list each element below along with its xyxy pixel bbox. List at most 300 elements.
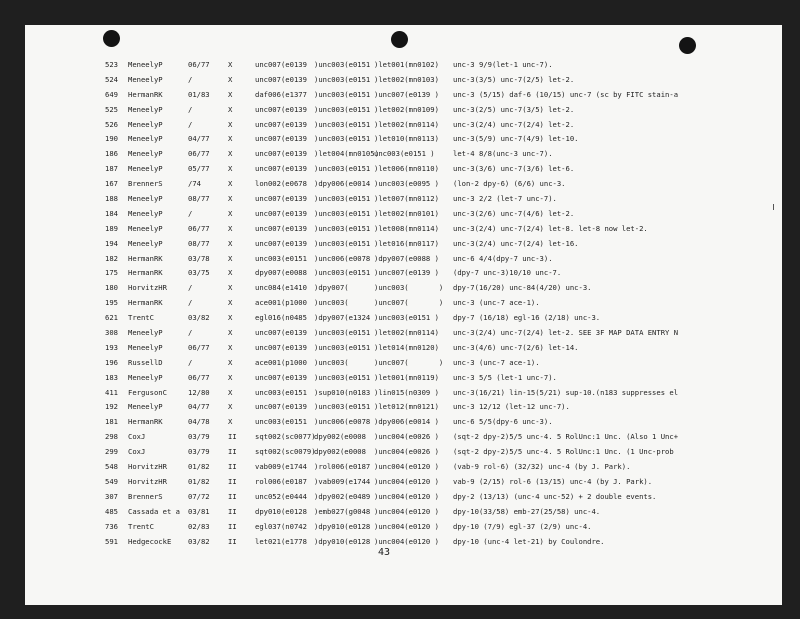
gene-3-cell: )unc004(e0026 ): [374, 447, 439, 457]
gene-3-cell: )unc007( ): [374, 357, 444, 367]
gene-1-cell: vab009(e1744: [255, 462, 307, 472]
description-cell: unc-3 9/9(let-1 unc-7).: [453, 60, 553, 69]
description-cell: let-4 8/8(unc-3 unc-7).: [453, 149, 553, 159]
description-cell: (sqt-2 dpy-2)5/5 unc-4. 5 RolUnc:1 Unc. (1 Unc-prob: [453, 447, 674, 457]
table-row: [25, 88, 782, 103]
date-cell: 12/80: [188, 387, 210, 397]
row-number-cell: 525: [105, 104, 118, 114]
chromosome-cell: X: [228, 179, 233, 189]
gene-3-cell: )let002(mn0114): [374, 119, 439, 129]
date-cell: 03/82: [188, 536, 210, 546]
date-cell: 06/77: [188, 372, 210, 382]
gene-3-cell: )let001(mn0119): [374, 372, 439, 382]
table-row: [25, 103, 782, 118]
gene-1-cell: unc007(e0139: [255, 208, 307, 218]
gene-3-cell: )unc004(e0120 ): [374, 521, 439, 531]
row-number-cell: 308: [105, 328, 118, 338]
gene-2-cell: )dpy010(e0128: [314, 536, 371, 546]
gene-2-cell: )vab009(e1744: [314, 476, 371, 486]
date-cell: 06/77: [188, 149, 210, 159]
chromosome-cell: X: [228, 328, 233, 338]
gene-3-cell: )let002(mn0109): [374, 104, 439, 114]
description-cell: unc-3(3/6) unc-7(3/6) let-6.: [453, 164, 575, 174]
gene-3-cell: )unc004(e0120 ): [374, 476, 439, 486]
chromosome-cell: X: [228, 104, 233, 114]
date-cell: 04/78: [188, 417, 210, 427]
gene-1-cell: sqt002(sc0079): [255, 447, 316, 457]
gene-3-cell: )let006(mn0110): [374, 164, 439, 174]
table-row: [25, 371, 782, 386]
author-name-cell: MeneelyP: [128, 402, 163, 412]
chromosome-cell: X: [228, 194, 233, 204]
gene-2-cell: )unc003(e0151: [314, 194, 371, 204]
author-name-cell: MeneelyP: [128, 372, 163, 382]
description-cell: (lon-2 dpy-6) (6/6) unc-3.: [453, 179, 566, 189]
table-row: [25, 460, 782, 475]
gene-1-cell: unc007(e0139: [255, 328, 307, 338]
author-name-cell: Cassada et a: [128, 506, 180, 516]
gene-2-cell: )unc006(e0078: [314, 417, 371, 427]
gene-2-cell: )unc003(e0151: [314, 60, 371, 69]
gene-2-cell: )dpy010(e0128: [314, 521, 371, 531]
gene-1-cell: unc007(e0139: [255, 194, 307, 204]
gene-1-cell: unc003(e0151: [255, 253, 307, 263]
description-cell: unc-3(2/5) unc-7(3/5) let-2.: [453, 104, 575, 114]
author-name-cell: MeneelyP: [128, 119, 163, 129]
gene-3-cell: )unc007(e0139 ): [374, 268, 439, 278]
gene-1-cell: unc084(e1410: [255, 283, 307, 293]
gene-1-cell: egl037(n0742: [255, 521, 307, 531]
table-row: [25, 252, 782, 267]
gene-3-cell: )unc007(e0139 ): [374, 89, 439, 99]
chromosome-cell: X: [228, 387, 233, 397]
gene-3-cell: )unc004(e0120 ): [374, 536, 439, 546]
gene-2-cell: )unc003(e0151: [314, 268, 371, 278]
description-cell: unc-3(2/4) unc-7(2/4) let-8. let-8 now let-2.: [453, 223, 648, 233]
row-number-cell: 186: [105, 149, 118, 159]
gene-3-cell: )lin015(n0309 ): [374, 387, 439, 397]
document-page: [25, 25, 782, 605]
gene-3-cell: )unc004(e0120 ): [374, 462, 439, 472]
gene-2-cell: )unc003(e0151: [314, 119, 371, 129]
description-cell: unc-3(5/9) unc-7(4/9) let-10.: [453, 134, 579, 144]
gene-2-cell: )emb027(g0048: [314, 506, 371, 516]
author-name-cell: TrentC: [128, 521, 154, 531]
gene-1-cell: dpy010(e0128: [255, 506, 307, 516]
author-name-cell: MeneelyP: [128, 60, 163, 69]
gene-3-cell: )let008(mn0114): [374, 223, 439, 233]
table-row: [25, 177, 782, 192]
gene-1-cell: daf006(e1377: [255, 89, 307, 99]
gene-2-cell: )unc003(e0151: [314, 104, 371, 114]
gene-2-cell: )unc003(e0151: [314, 134, 371, 144]
chromosome-cell: II: [228, 432, 237, 442]
description-cell: unc-3(2/6) unc-7(4/6) let-2.: [453, 208, 575, 218]
chromosome-cell: X: [228, 372, 233, 382]
gene-1-cell: unc007(e0139: [255, 372, 307, 382]
description-cell: dpy-10(33/58) emb-27(25/58) unc-4.: [453, 506, 601, 516]
gene-3-cell: )dpy006(e0014 ): [374, 417, 439, 427]
chromosome-cell: II: [228, 521, 237, 531]
chromosome-cell: II: [228, 536, 237, 546]
chromosome-cell: II: [228, 447, 237, 457]
table-row: [25, 520, 782, 535]
gene-1-cell: unc007(e0139: [255, 119, 307, 129]
gene-2-cell: )unc003(e0151: [314, 89, 371, 99]
date-cell: /: [188, 357, 193, 367]
author-name-cell: MeneelyP: [128, 194, 163, 204]
row-number-cell: 411: [105, 387, 118, 397]
date-cell: /: [188, 74, 193, 84]
row-number-cell: 167: [105, 179, 118, 189]
table-row: [25, 356, 782, 371]
binder-hole: [679, 37, 696, 54]
gene-1-cell: let021(e1778: [255, 536, 307, 546]
gene-1-cell: unc007(e0139: [255, 149, 307, 159]
date-cell: 01/82: [188, 462, 210, 472]
table-row: [25, 400, 782, 415]
table-row: [25, 147, 782, 162]
author-name-cell: HorvitzHR: [128, 462, 167, 472]
chromosome-cell: II: [228, 462, 237, 472]
author-name-cell: HorvitzHR: [128, 283, 167, 293]
row-number-cell: 183: [105, 372, 118, 382]
author-name-cell: MeneelyP: [128, 223, 163, 233]
row-number-cell: 184: [105, 208, 118, 218]
description-cell: (dpy-7 unc-3)10/10 unc-7.: [453, 268, 562, 278]
author-name-cell: CoxJ: [128, 432, 146, 442]
gene-3-cell: )let016(mn0117): [374, 238, 439, 248]
table-row: [25, 490, 782, 505]
gene-2-cell: )unc003(e0151: [314, 208, 371, 218]
author-name-cell: HermanRK: [128, 268, 163, 278]
author-name-cell: HorvitzHR: [128, 476, 167, 486]
table-row: [25, 58, 782, 73]
date-cell: /: [188, 208, 193, 218]
author-name-cell: MeneelyP: [128, 134, 163, 144]
description-cell: unc-3 (unc-7 ace-1).: [453, 298, 540, 308]
gene-3-cell: )let001(mn0102): [374, 60, 439, 69]
gene-2-cell: )unc006(e0078: [314, 253, 371, 263]
gene-1-cell: ace001(p1000: [255, 357, 307, 367]
author-name-cell: MeneelyP: [128, 238, 163, 248]
description-cell: unc-6 5/5(dpy-6 unc-3).: [453, 417, 553, 427]
date-cell: 06/77: [188, 60, 210, 69]
table-row: [25, 296, 782, 311]
description-cell: unc-3(16/21) lin-15(5/21) sup-10.(n183 suppresses el: [453, 387, 679, 397]
chromosome-cell: X: [228, 313, 233, 323]
author-name-cell: HermanRK: [128, 417, 163, 427]
date-cell: /: [188, 283, 193, 293]
description-cell: unc-3(2/4) unc-7(2/4) let-2. SEE 3F MAP DATA ENTRY N: [453, 328, 679, 338]
author-name-cell: MeneelyP: [128, 149, 163, 159]
row-number-cell: 194: [105, 238, 118, 248]
date-cell: 03/79: [188, 432, 210, 442]
date-cell: 03/75: [188, 268, 210, 278]
gene-2-cell: )unc003(: [314, 298, 349, 308]
gene-1-cell: unc007(e0139: [255, 238, 307, 248]
gene-3-cell: )unc003(e0095 ): [374, 179, 439, 189]
table-row: [25, 386, 782, 401]
description-cell: dpy-10 (7/9) egl-37 (2/9) unc-4.: [453, 521, 592, 531]
row-number-cell: 299: [105, 447, 118, 457]
row-number-cell: 526: [105, 119, 118, 129]
row-number-cell: 181: [105, 417, 118, 427]
table-row: [25, 266, 782, 281]
row-number-cell: 190: [105, 134, 118, 144]
description-cell: unc-3(2/4) unc-7(2/4) let-2.: [453, 119, 575, 129]
gene-1-cell: egl016(n0485: [255, 313, 307, 323]
chromosome-cell: II: [228, 476, 237, 486]
gene-2-cell: dpy002(e0008: [314, 447, 366, 457]
gene-3-cell: )unc004(e0120 ): [374, 491, 439, 501]
description-cell: (sqt-2 dpy-2)5/5 unc-4. 5 RolUnc:1 Unc. (Also 1 Unc+: [453, 432, 679, 442]
description-cell: dpy-10 (unc-4 let-21) by Coulondre.: [453, 536, 605, 546]
chromosome-cell: II: [228, 491, 237, 501]
date-cell: 03/81: [188, 506, 210, 516]
gene-1-cell: ace001(p1000: [255, 298, 307, 308]
gene-2-cell: )unc003(e0151: [314, 402, 371, 412]
table-row: [25, 326, 782, 341]
gene-3-cell: unc003(e0151 ): [374, 149, 435, 159]
gene-2-cell: )unc003(: [314, 357, 349, 367]
date-cell: 08/77: [188, 194, 210, 204]
gene-1-cell: unc007(e0139: [255, 342, 307, 352]
chromosome-cell: X: [228, 164, 233, 174]
date-cell: 04/77: [188, 402, 210, 412]
author-name-cell: FergusonC: [128, 387, 167, 397]
gene-3-cell: )let014(mn0120): [374, 342, 439, 352]
table-row: [25, 118, 782, 133]
mapping-data-table: [25, 58, 782, 549]
chromosome-cell: X: [228, 417, 233, 427]
table-row: [25, 445, 782, 460]
author-name-cell: MeneelyP: [128, 164, 163, 174]
row-number-cell: 192: [105, 402, 118, 412]
row-number-cell: 189: [105, 223, 118, 233]
table-row: [25, 535, 782, 550]
gene-3-cell: )unc004(e0120 ): [374, 506, 439, 516]
gene-2-cell: )unc003(e0151: [314, 223, 371, 233]
author-name-cell: HermanRK: [128, 253, 163, 263]
gene-3-cell: )let002(mn0101): [374, 208, 439, 218]
row-number-cell: 523: [105, 60, 118, 69]
date-cell: 04/77: [188, 134, 210, 144]
gene-2-cell: )rol006(e0187: [314, 462, 371, 472]
row-number-cell: 621: [105, 313, 118, 323]
gene-2-cell: )unc003(e0151: [314, 328, 371, 338]
row-number-cell: 298: [105, 432, 118, 442]
gene-1-cell: unc007(e0139: [255, 223, 307, 233]
chromosome-cell: X: [228, 208, 233, 218]
gene-1-cell: unc007(e0139: [255, 164, 307, 174]
gene-3-cell: )unc004(e0026 ): [374, 432, 439, 442]
row-number-cell: 591: [105, 536, 118, 546]
author-name-cell: MeneelyP: [128, 208, 163, 218]
gene-3-cell: )let010(mn0113): [374, 134, 439, 144]
date-cell: /: [188, 328, 193, 338]
gene-2-cell: )let004(mn0105): [314, 149, 379, 159]
date-cell: 03/82: [188, 313, 210, 323]
date-cell: 05/77: [188, 164, 210, 174]
gene-3-cell: )dpy007(e0088 ): [374, 253, 439, 263]
chromosome-cell: X: [228, 268, 233, 278]
chromosome-cell: X: [228, 134, 233, 144]
table-row: [25, 475, 782, 490]
table-row: [25, 505, 782, 520]
chromosome-cell: X: [228, 60, 233, 69]
table-row: [25, 430, 782, 445]
gene-1-cell: sqt002(sc0077): [255, 432, 316, 442]
gene-3-cell: )let002(mn0103): [374, 74, 439, 84]
description-cell: unc-3(3/5) unc-7(2/5) let-2.: [453, 74, 575, 84]
description-cell: unc-3 5/5 (let-1 unc-7).: [453, 372, 557, 382]
gene-1-cell: unc007(e0139: [255, 134, 307, 144]
date-cell: 03/78: [188, 253, 210, 263]
date-cell: /: [188, 119, 193, 129]
row-number-cell: 485: [105, 506, 118, 516]
page-number: 43: [378, 547, 391, 558]
gene-2-cell: )unc003(e0151: [314, 342, 371, 352]
gene-1-cell: dpy007(e0088: [255, 268, 307, 278]
table-row: [25, 281, 782, 296]
table-row: [25, 192, 782, 207]
chromosome-cell: X: [228, 402, 233, 412]
author-name-cell: RussellD: [128, 357, 163, 367]
table-row: [25, 132, 782, 147]
table-row: [25, 162, 782, 177]
chromosome-cell: X: [228, 149, 233, 159]
date-cell: 03/79: [188, 447, 210, 457]
author-name-cell: BrennerS: [128, 179, 163, 189]
table-row: [25, 311, 782, 326]
date-cell: 02/83: [188, 521, 210, 531]
description-cell: unc-3 2/2 (let-7 unc-7).: [453, 194, 557, 204]
chromosome-cell: X: [228, 89, 233, 99]
description-cell: unc-3 (5/15) daf-6 (10/15) unc-7 (sc by FITC stain-a: [453, 89, 679, 99]
chromosome-cell: X: [228, 357, 233, 367]
chromosome-cell: X: [228, 238, 233, 248]
author-name-cell: MeneelyP: [128, 342, 163, 352]
chromosome-cell: X: [228, 223, 233, 233]
description-cell: dpy-7 (16/18) egl-16 (2/18) unc-3.: [453, 313, 601, 323]
row-number-cell: 195: [105, 298, 118, 308]
gene-2-cell: )dpy006(e0014: [314, 179, 371, 189]
gene-1-cell: unc003(e0151: [255, 417, 307, 427]
gene-1-cell: unc007(e0139: [255, 402, 307, 412]
row-number-cell: 193: [105, 342, 118, 352]
binder-hole: [103, 30, 120, 47]
gene-3-cell: )let007(mn0112): [374, 194, 439, 204]
gene-2-cell: )unc003(e0151: [314, 372, 371, 382]
chromosome-cell: X: [228, 253, 233, 263]
chromosome-cell: X: [228, 119, 233, 129]
author-name-cell: MeneelyP: [128, 74, 163, 84]
chromosome-cell: X: [228, 74, 233, 84]
row-number-cell: 649: [105, 89, 118, 99]
date-cell: 01/82: [188, 476, 210, 486]
date-cell: /74: [188, 179, 201, 189]
gene-2-cell: )dpy007(: [314, 283, 349, 293]
description-cell: dpy-7(16/20) unc-84(4/20) unc-3.: [453, 283, 592, 293]
gene-1-cell: unc052(e0444: [255, 491, 307, 501]
description-cell: (vab-9 rol-6) (32/32) unc-4 (by J. Park).: [453, 462, 631, 472]
description-cell: unc-3(2/4) unc-7(2/4) let-16.: [453, 238, 579, 248]
chromosome-cell: X: [228, 342, 233, 352]
author-name-cell: MeneelyP: [128, 104, 163, 114]
date-cell: 01/83: [188, 89, 210, 99]
row-number-cell: 524: [105, 74, 118, 84]
gene-3-cell: )let012(mn0121): [374, 402, 439, 412]
row-number-cell: 188: [105, 194, 118, 204]
table-row: [25, 237, 782, 252]
table-row: [25, 222, 782, 237]
gene-3-cell: )unc007( ): [374, 298, 444, 308]
table-row: [25, 207, 782, 222]
gene-1-cell: lon002(e0678: [255, 179, 307, 189]
gene-2-cell: )unc003(e0151: [314, 74, 371, 84]
date-cell: /: [188, 298, 193, 308]
gene-1-cell: rol006(e0187: [255, 476, 307, 486]
author-name-cell: MeneelyP: [128, 328, 163, 338]
row-number-cell: 736: [105, 521, 118, 531]
author-name-cell: CoxJ: [128, 447, 146, 457]
description-cell: vab-9 (2/15) rol-6 (13/15) unc-4 (by J. Park).: [453, 476, 653, 486]
gene-2-cell: )dpy002(e0489: [314, 491, 371, 501]
gene-3-cell: )let002(mn0114): [374, 328, 439, 338]
date-cell: 07/72: [188, 491, 210, 501]
table-row: [25, 73, 782, 88]
gene-2-cell: )dpy007(e1324: [314, 313, 371, 323]
gene-2-cell: )unc003(e0151: [314, 238, 371, 248]
date-cell: 06/77: [188, 223, 210, 233]
row-number-cell: 549: [105, 476, 118, 486]
gene-3-cell: )unc003(e0151 ): [374, 313, 439, 323]
chromosome-cell: X: [228, 298, 233, 308]
gene-2-cell: dpy002(e0008: [314, 432, 366, 442]
row-number-cell: 548: [105, 462, 118, 472]
row-number-cell: 175: [105, 268, 118, 278]
description-cell: unc-3 (unc-7 ace-1).: [453, 357, 540, 367]
author-name-cell: HermanRK: [128, 298, 163, 308]
gene-2-cell: )unc003(e0151: [314, 164, 371, 174]
description-cell: unc-6 4/4(dpy-7 unc-3).: [453, 253, 553, 263]
row-number-cell: 180: [105, 283, 118, 293]
author-name-cell: TrentC: [128, 313, 154, 323]
author-name-cell: HermanRK: [128, 89, 163, 99]
binder-hole: [391, 31, 408, 48]
chromosome-cell: X: [228, 283, 233, 293]
date-cell: 06/77: [188, 342, 210, 352]
description-cell: unc-3(4/6) unc-7(2/6) let-14.: [453, 342, 579, 352]
table-row: [25, 415, 782, 430]
gene-1-cell: unc003(e0151: [255, 387, 307, 397]
gene-1-cell: unc007(e0139: [255, 60, 307, 69]
gene-3-cell: )unc003( ): [374, 283, 444, 293]
gene-1-cell: unc007(e0139: [255, 74, 307, 84]
description-cell: dpy-2 (13/13) (unc-4 unc-52) + 2 double events.: [453, 491, 657, 501]
description-cell: unc-3 12/12 (let-12 unc-7).: [453, 402, 570, 412]
date-cell: 08/77: [188, 238, 210, 248]
row-number-cell: 182: [105, 253, 118, 263]
chromosome-cell: II: [228, 506, 237, 516]
gene-2-cell: )sup010(n0183: [314, 387, 371, 397]
row-number-cell: 196: [105, 357, 118, 367]
author-name-cell: BrennerS: [128, 491, 163, 501]
date-cell: /: [188, 104, 193, 114]
row-number-cell: 187: [105, 164, 118, 174]
author-name-cell: HedgecockE: [128, 536, 172, 546]
